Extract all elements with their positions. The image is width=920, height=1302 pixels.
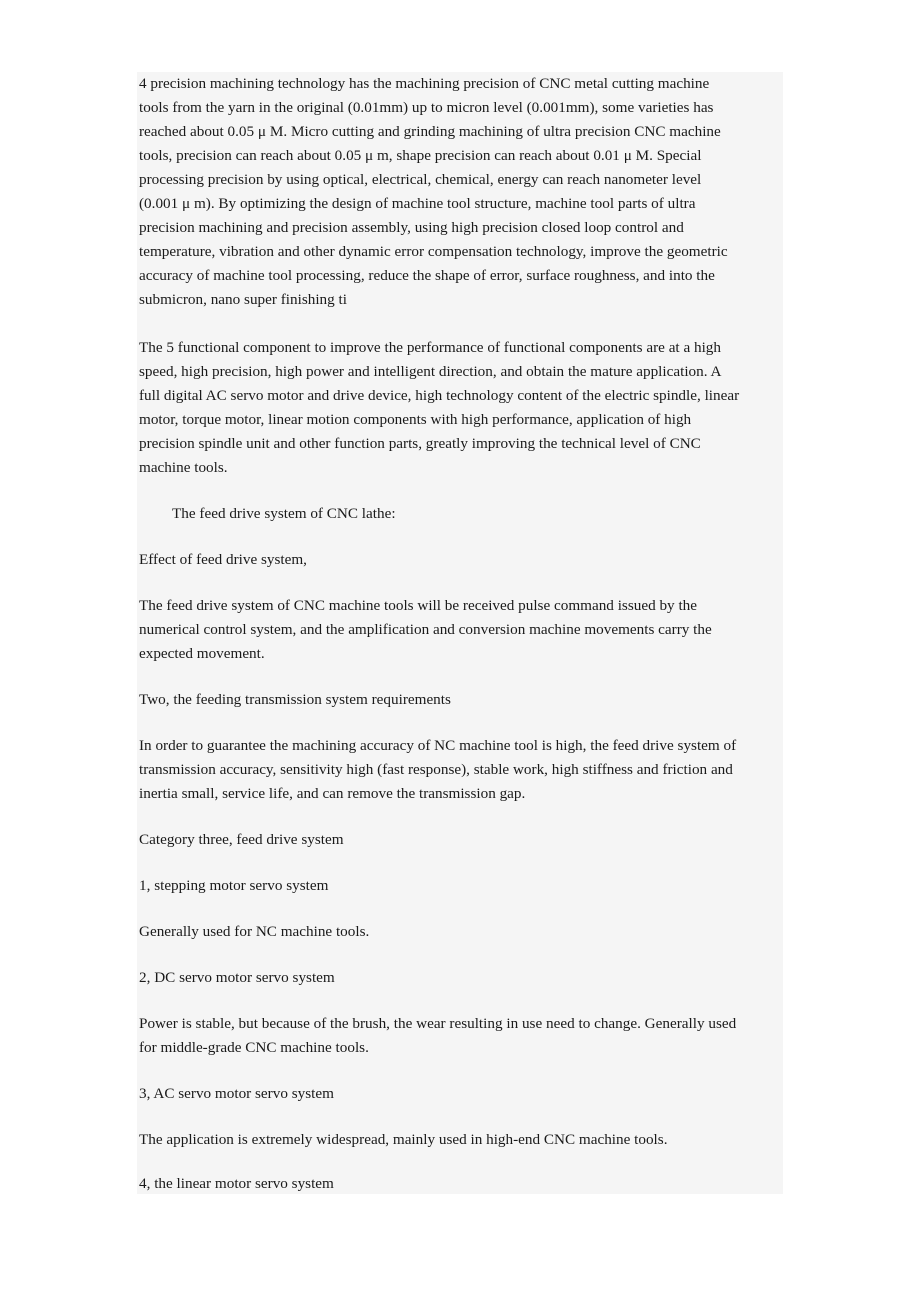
paragraph-linear-heading (139, 1172, 785, 1196)
text-line: Effect of feed drive system, (139, 551, 307, 568)
text-line: submicron, nano super finishing ti (139, 291, 347, 308)
text-line: machine tools. (139, 459, 228, 476)
paragraph-precision-machining (139, 72, 785, 312)
text-line: The feed drive system of CNC lathe: (172, 505, 396, 522)
text-line: In order to guarantee the machining accuracy of NC machine tool is high, the feed drive system of (139, 737, 737, 754)
text-line: processing precision by using optical, electrical, chemical, energy can reach nanometer level (139, 171, 702, 188)
text-line: motor, torque motor, linear motion components with high performance, application of high (139, 411, 692, 428)
paragraph-feed-drive-heading (172, 502, 818, 526)
paragraph-stepping-body (139, 920, 785, 944)
text-line: reached about 0.05 μ M. Micro cutting and grinding machining of ultra precision CNC machine (139, 123, 721, 140)
text-line: Category three, feed drive system (139, 831, 344, 848)
text-line: full digital AC servo motor and drive device, high technology content of the electric spindle, linear (139, 387, 740, 404)
text-line: precision spindle unit and other function parts, greatly improving the technical level of CNC (139, 435, 701, 452)
paragraph-requirements-heading (139, 688, 785, 712)
text-line: Generally used for NC machine tools. (139, 923, 370, 940)
text-line: numerical control system, and the amplification and conversion machine movements carry the (139, 621, 712, 638)
text-line: temperature, vibration and other dynamic error compensation technology, improve the geometric (139, 243, 728, 260)
text-line: accuracy of machine tool processing, reduce the shape of error, surface roughness, and into the (139, 267, 715, 284)
paragraph-requirements-body (139, 734, 785, 806)
text-line: 1, stepping motor servo system (139, 877, 329, 894)
text-line: The 5 functional component to improve the performance of functional components are at a high (139, 339, 721, 356)
text-line: for middle-grade CNC machine tools. (139, 1039, 369, 1056)
paragraph-ac-heading (139, 1082, 785, 1106)
text-line: 4 precision machining technology has the machining precision of CNC metal cutting machine (139, 75, 710, 92)
text-line: expected movement. (139, 645, 265, 662)
text-line: Power is stable, but because of the brush, the wear resulting in use need to change. Generally used (139, 1015, 737, 1032)
paragraph-stepping-heading (139, 874, 785, 898)
paragraph-dc-body (139, 1012, 785, 1060)
text-line: 4, the linear motor servo system (139, 1175, 334, 1192)
text-line: inertia small, service life, and can remove the transmission gap. (139, 785, 526, 802)
paragraph-effect-body (139, 594, 785, 666)
paragraph-effect-heading (139, 548, 785, 572)
paragraph-dc-heading (139, 966, 785, 990)
text-line: 3, AC servo motor servo system (139, 1085, 334, 1102)
text-line: speed, high precision, high power and intelligent direction, and obtain the mature application. A (139, 363, 722, 380)
text-line: 2, DC servo motor servo system (139, 969, 335, 986)
text-line: tools, precision can reach about 0.05 μ m, shape precision can reach about 0.01 μ M. Special (139, 147, 702, 164)
text-line: The feed drive system of CNC machine tools will be received pulse command issued by the (139, 597, 697, 614)
paragraph-ac-body (139, 1128, 785, 1152)
text-line: tools from the yarn in the original (0.01mm) up to micron level (0.001mm), some varieties has (139, 99, 714, 116)
text-line: Two, the feeding transmission system requirements (139, 691, 451, 708)
text-line: precision machining and precision assembly, using high precision closed loop control and (139, 219, 684, 236)
text-line: The application is extremely widespread, mainly used in high-end CNC machine tools. (139, 1131, 668, 1148)
paragraph-category-heading (139, 828, 785, 852)
text-line: (0.001 μ m). By optimizing the design of machine tool structure, machine tool parts of ultra (139, 195, 696, 212)
document-body (137, 72, 783, 1194)
paragraph-functional-component (139, 336, 785, 480)
text-line: transmission accuracy, sensitivity high (fast response), stable work, high stiffness and friction and (139, 761, 733, 778)
